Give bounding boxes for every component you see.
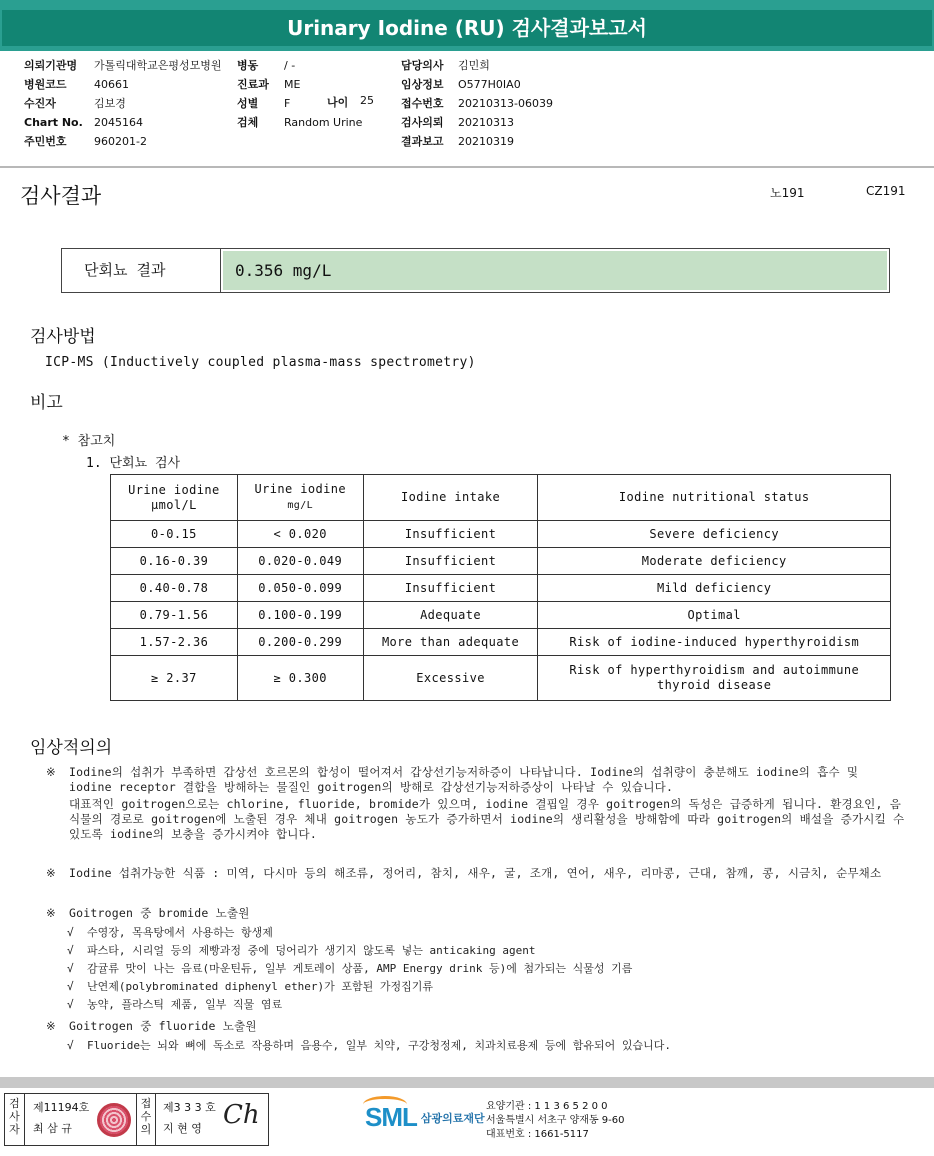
meta-row [237, 56, 362, 75]
meta-row [24, 132, 222, 151]
meta-key: 병동 [237, 59, 259, 72]
col-header-line: Urine iodine [128, 482, 220, 497]
meta-key: 성별 [237, 97, 259, 110]
test-code-alt: CZ191 [866, 184, 906, 198]
signature-box [4, 1093, 269, 1146]
seal-stamp [97, 1103, 131, 1137]
reference-label: * 참고치 [62, 434, 116, 449]
table-cell: 1.57-2.36 [111, 629, 238, 656]
meta-row [24, 56, 222, 75]
meta-row [237, 75, 362, 94]
list-item [67, 943, 535, 958]
table-cell: 0.79-1.56 [111, 602, 238, 629]
meta-value: 20210313 [458, 116, 514, 129]
meta-value: 20210313-06039 [458, 97, 553, 110]
meta-row [24, 113, 222, 132]
table-header-row [111, 475, 891, 521]
bromide-title: Goitrogen 중 bromide 노출원 [69, 906, 250, 920]
table-cell: Mild deficiency [538, 575, 891, 602]
col-header [237, 475, 363, 521]
clinical-text: 대표적인 goitrogen으로는 chlorine, fluoride, bromide가 있으며, iodine 결핍일 경우 goitrogen의 독성은 급증하게 됩니다. 환경요인, 음식물의 경로로 goitrogen에 노출된 경우 체내 goitrogen 농도가 증가하면서 iodine의 생리활성을 방해함에 따라 goitrogen의 배설을 증가시킬 수 있도록 iodine의 보충을 증가시켜야 합니다. [69, 797, 905, 841]
meta-row [401, 113, 553, 132]
table-cell: Adequate [363, 602, 538, 629]
age-value: 25 [360, 94, 374, 107]
reference-sublabel: 1. 단회뇨 검사 [86, 456, 181, 471]
col-header-line: Urine iodine [254, 482, 346, 496]
meta-key: 접수번호 [401, 97, 444, 110]
meta-value: F [284, 97, 291, 110]
table-cell: 0.050-0.099 [237, 575, 363, 602]
fluoride-title: Goitrogen 중 fluoride 노출원 [69, 1019, 257, 1033]
table-cell: ≥ 2.37 [111, 656, 238, 701]
lab-code: 요양기관 : 1 1 3 6 5 2 0 0 [486, 1101, 608, 1112]
clinical-paragraph [46, 866, 906, 881]
check-icon: √ [67, 980, 74, 993]
bromide-heading [46, 906, 906, 921]
meta-key: Chart No. [24, 116, 83, 129]
cell-line: Risk of hyperthyroidism and autoimmune [569, 663, 860, 677]
table-cell: 0.40-0.78 [111, 575, 238, 602]
table-cell: Insufficient [363, 548, 538, 575]
receiver-license: 제3 3 3 호 [163, 1101, 216, 1114]
note-mark-icon: ※ [46, 1019, 56, 1033]
patient-info [24, 56, 222, 151]
clinical-text: Iodine 섭취가능한 식품 : 미역, 다시마 등의 해조류, 정어리, 참치, 새우, 굴, 조개, 연어, 새우, 리마콩, 근대, 참깨, 콩, 시금치, 순무채소 [69, 866, 882, 880]
report-title: Urinary Iodine (RU) 검사결과보고서 [2, 10, 932, 46]
check-icon: √ [67, 1039, 74, 1052]
meta-value: 960201-2 [94, 135, 147, 148]
lab-address [486, 1100, 625, 1142]
footer-divider [0, 1077, 934, 1088]
table-row [111, 575, 891, 602]
order-info [401, 56, 553, 151]
table-cell: 0-0.15 [111, 521, 238, 548]
meta-value: 김민희 [458, 59, 490, 72]
age-label: 나이 [327, 96, 349, 109]
list-item-text: 수영장, 목욕탕에서 사용하는 항생제 [87, 926, 273, 939]
check-icon: √ [67, 944, 74, 957]
table-cell: Insufficient [363, 575, 538, 602]
meta-key: 병원코드 [24, 78, 67, 91]
meta-value: 김보경 [94, 97, 126, 110]
table-cell: Optimal [538, 602, 891, 629]
meta-value: 가톨릭대학교은평성모병원 [94, 59, 222, 72]
table-cell: 0.100-0.199 [237, 602, 363, 629]
meta-row [401, 132, 553, 151]
signature: Ch [223, 1100, 260, 1130]
tester-name: 최 삼 규 [33, 1122, 72, 1135]
divider [0, 166, 934, 168]
note-mark-icon: ※ [46, 866, 56, 880]
meta-key: 검사의뢰 [401, 116, 444, 129]
note-mark-icon: ※ [46, 765, 56, 779]
tester-vertical-label: 검사자 [5, 1094, 25, 1145]
table-cell: < 0.020 [237, 521, 363, 548]
meta-value: O577H0IA0 [458, 78, 521, 91]
list-item-text: 난연제(polybrominated diphenyl ether)가 포함된 가정집기류 [87, 980, 434, 993]
meta-value: 40661 [94, 78, 129, 91]
table-cell: Moderate deficiency [538, 548, 891, 575]
table-row [111, 656, 891, 701]
table-row [111, 548, 891, 575]
meta-key: 진료과 [237, 78, 269, 91]
test-code: 노191 [770, 186, 805, 200]
section-title-result: 검사결과 [20, 184, 102, 208]
section-title-method: 검사방법 [30, 327, 96, 347]
list-item [67, 961, 632, 976]
meta-value: 20210319 [458, 135, 514, 148]
list-item-text: 농약, 플라스틱 제품, 일부 직물 염료 [87, 998, 283, 1011]
check-icon: √ [67, 998, 74, 1011]
meta-key: 수진자 [24, 97, 56, 110]
result-box [61, 248, 890, 293]
meta-key: 주민번호 [24, 135, 67, 148]
reference-table [110, 474, 891, 701]
table-cell: 0.16-0.39 [111, 548, 238, 575]
result-value: 0.356 mg/L [223, 251, 887, 290]
clinical-paragraph [46, 765, 906, 842]
table-cell: Insufficient [363, 521, 538, 548]
table-cell: Severe deficiency [538, 521, 891, 548]
meta-key: 의뢰기관명 [24, 59, 78, 72]
lab-phone: 대표번호 : 1661-5117 [486, 1129, 589, 1140]
meta-key: 결과보고 [401, 135, 444, 148]
meta-row [24, 75, 222, 94]
tester-license: 제11194호 [33, 1101, 90, 1114]
list-item [67, 979, 433, 994]
table-row [111, 521, 891, 548]
cell-line: thyroid disease [657, 678, 772, 692]
col-header [111, 475, 238, 521]
meta-row [401, 56, 553, 75]
table-cell: 0.020-0.049 [237, 548, 363, 575]
receiver-vertical-label: 접수의 [136, 1094, 156, 1145]
note-mark-icon: ※ [46, 906, 56, 920]
meta-key: 검체 [237, 116, 259, 129]
table-row [111, 629, 891, 656]
table-cell [538, 656, 891, 701]
check-icon: √ [67, 962, 74, 975]
sml-logo [365, 1102, 485, 1133]
lab-location: 서울특별시 서초구 양재동 9-60 [486, 1115, 625, 1126]
meta-row [401, 75, 553, 94]
meta-key: 임상정보 [401, 78, 444, 91]
section-title-remarks: 비고 [30, 393, 63, 413]
meta-key: 담당의사 [401, 59, 444, 72]
col-header: Iodine nutritional status [538, 475, 891, 521]
table-cell: Risk of iodine-induced hyperthyroidism [538, 629, 891, 656]
logo-name: 삼광의료재단 [420, 1111, 485, 1125]
check-icon: √ [67, 926, 74, 939]
list-item-text: 파스타, 시리얼 등의 제빵과정 중에 덩어리가 생기지 않도록 넣는 anticaking agent [87, 944, 536, 957]
table-row [111, 602, 891, 629]
meta-value: / - [284, 59, 296, 72]
method-text: ICP-MS (Inductively coupled plasma-mass spectrometry) [45, 355, 476, 370]
table-cell: Excessive [363, 656, 538, 701]
receiver-name: 지 현 영 [163, 1122, 202, 1135]
table-cell: More than adequate [363, 629, 538, 656]
meta-value: 2045164 [94, 116, 143, 129]
section-title-clinical: 임상적의의 [30, 738, 113, 758]
list-item-text: Fluoride는 뇌와 뼈에 독소로 작용하며 음용수, 일부 치약, 구강청정제, 치과치료용제 등에 함유되어 있습니다. [87, 1039, 671, 1052]
list-item [67, 1038, 671, 1053]
meta-row [401, 94, 553, 113]
meta-value: Random Urine [284, 116, 363, 129]
list-item [67, 997, 282, 1012]
clinical-text: Iodine의 섭취가 부족하면 갑상선 호르몬의 합성이 떨어져서 갑상선기능저하증이 나타납니다. Iodine의 섭취량이 충분해도 iodine의 흡수 및 iodine receptor 결합을 방해하는 물질인 goitrogen의 방해로 갑상선기능저하증상이 나타날 수 있습니다. [69, 765, 859, 794]
meta-row [24, 94, 222, 113]
meta-value: ME [284, 78, 301, 91]
table-cell: 0.200-0.299 [237, 629, 363, 656]
table-cell: ≥ 0.300 [237, 656, 363, 701]
fluoride-heading [46, 1019, 906, 1034]
col-header: Iodine intake [363, 475, 538, 521]
result-label: 단회뇨 결과 [62, 249, 221, 292]
meta-row [237, 113, 362, 132]
list-item [67, 925, 273, 940]
col-header-unit: mg/L [287, 500, 314, 511]
logo-mark: SML [365, 1102, 417, 1132]
list-item-text: 감귤류 맛이 나는 음료(마운틴듀, 일부 게토레이 상품, AMP Energy drink 등)에 첨가되는 식물성 기름 [87, 962, 633, 975]
col-header-unit: μmol/L [151, 497, 197, 512]
